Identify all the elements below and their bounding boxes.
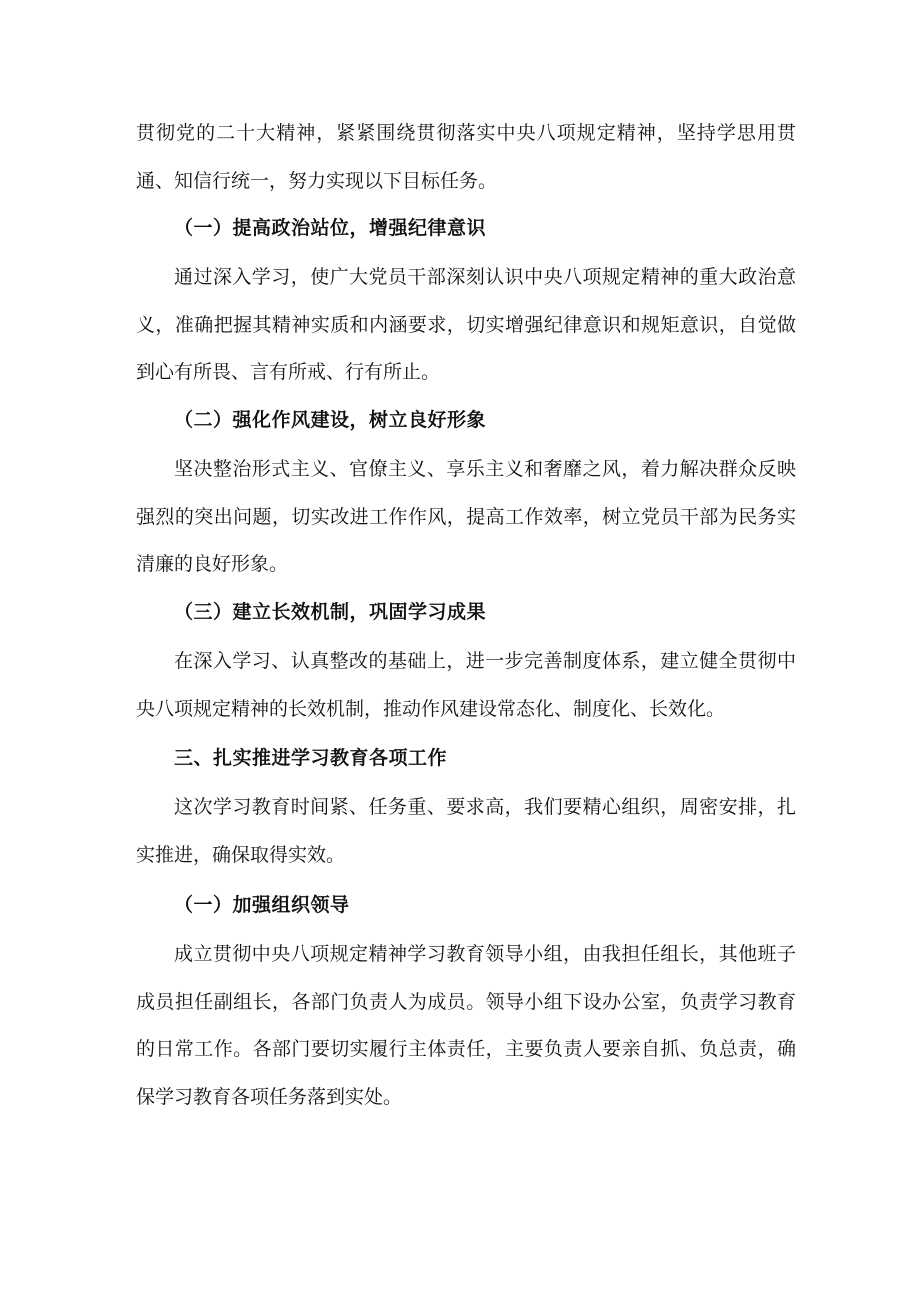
paragraph-work-style: 坚决整治形式主义、官僚主义、享乐主义和奢靡之风，着力解决群众反映强烈的突出问题，切实改进工作作风，提高工作效率，树立党员干部为民务实清廉的良好形象。 [136, 458, 796, 575]
section-body-4 [136, 784, 796, 879]
section-body-3 [136, 638, 796, 733]
paragraph-political-stance: 通过深入学习，使广大党员干部深刻认识中央八项规定精神的重大政治意义，准确把握其精神实质和内涵要求，切实增强纪律意识和规矩意识，自觉做到心有所畏、言有所戒、行有所止。 [136, 266, 796, 383]
section-body-2 [136, 446, 796, 589]
section-body-5 [136, 931, 796, 1121]
heading-strengthen-work-style: （二）强化作风建设，树立良好形象 [174, 409, 487, 431]
heading-strengthen-leadership: （一）加强组织领导 [174, 894, 350, 916]
heading-section-three: 三、扎实推进学习教育各项工作 [174, 747, 448, 769]
section-body-1 [136, 254, 796, 397]
section-block-2 [136, 397, 796, 445]
section-block-4 [136, 735, 796, 783]
paragraph-long-term-mechanism: 在深入学习、认真整改的基础上，进一步完善制度体系，建立健全贯彻中央八项规定精神的长效机制，推动作风建设常态化、制度化、长效化。 [136, 650, 796, 720]
heading-long-term-mechanism: （三）建立长效机制，巩固学习成果 [174, 601, 487, 623]
paragraph-intro-continuation: 贯彻党的二十大精神，紧紧围绕贯彻落实中央八项规定精神，坚持学思用贯通、知信行统一，努力实现以下目标任务。 [136, 122, 796, 192]
section-block-3 [136, 589, 796, 637]
heading-raise-political-stance: （一）提高政治站位，增强纪律意识 [174, 217, 487, 239]
paragraph-section-three-intro: 这次学习教育时间紧、任务重、要求高，我们要精心组织，周密安排，扎实推进，确保取得实效。 [136, 796, 796, 866]
section-block-5 [136, 882, 796, 930]
document-body [136, 110, 796, 205]
section-block-1 [136, 205, 796, 253]
paragraph-leadership: 成立贯彻中央八项规定精神学习教育领导小组，由我担任组长，其他班子成员担任副组长，各部门负责人为成员。领导小组下设办公室，负责学习教育的日常工作。各部门要切实履行主体责任，主要负责人要亲自抓、负总责，确保学习教育各项任务落到实处。 [136, 943, 796, 1108]
